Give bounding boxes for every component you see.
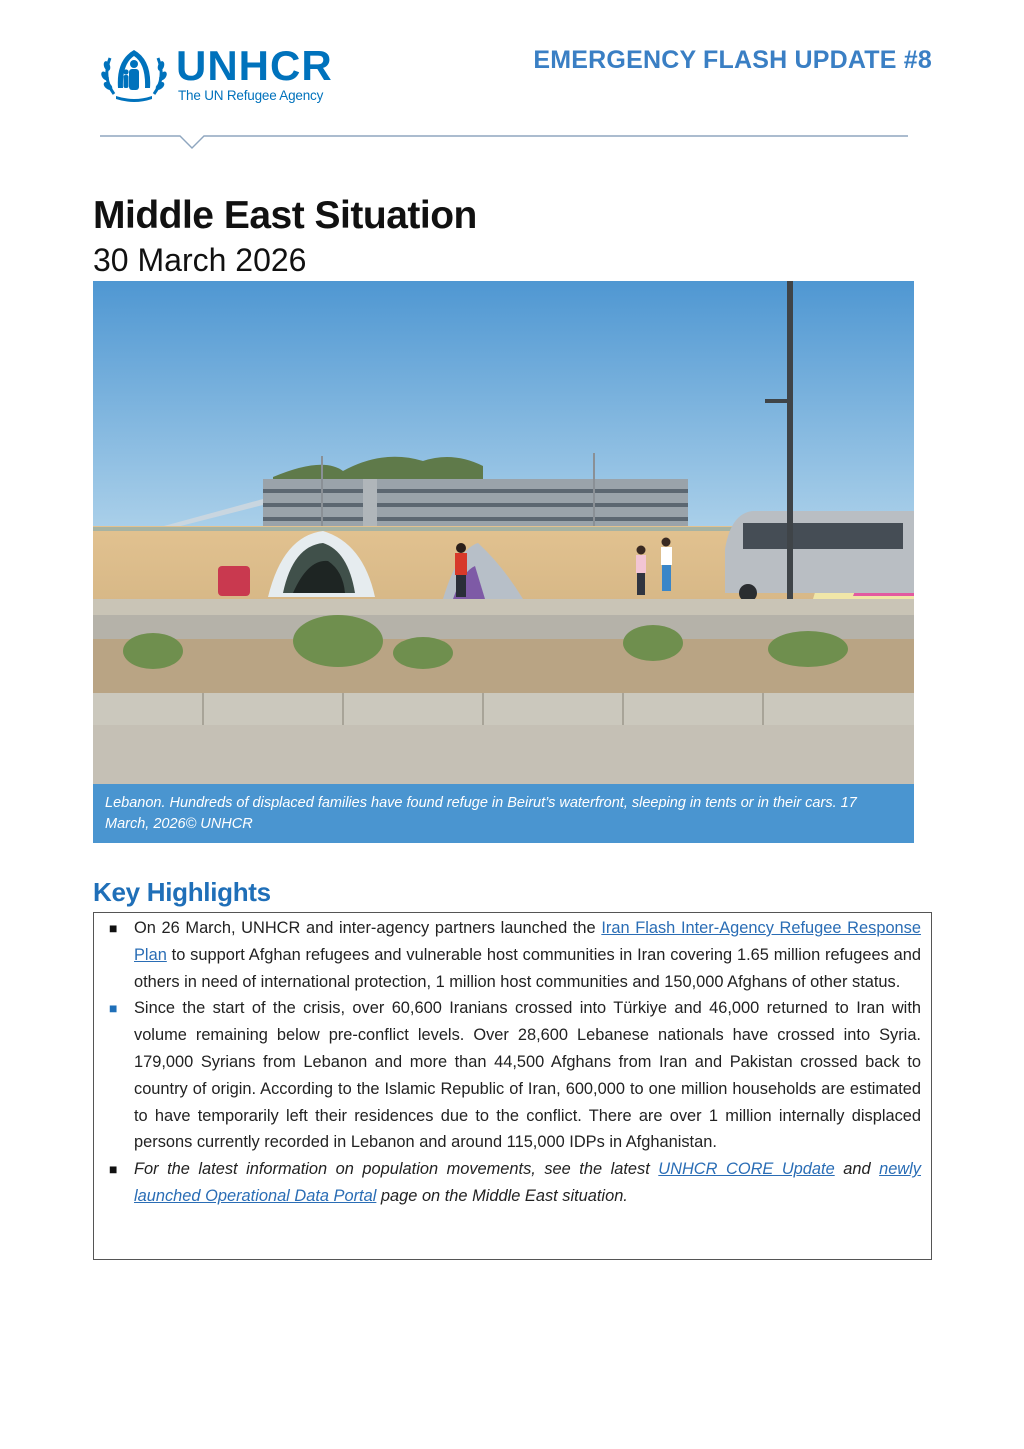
highlight-text: On 26 March, UNHCR and inter-agency partners launched the xyxy=(134,919,602,937)
logo-name: UNHCR xyxy=(176,42,333,89)
key-highlights-box xyxy=(93,912,932,1260)
photo-caption: Lebanon. Hundreds of displaced families have found refuge in Beirut’s waterfront, sleeping in tents or in their cars. 17 March, 2026© UNHCR xyxy=(93,784,914,843)
key-highlights-heading: Key Highlights xyxy=(93,877,271,907)
bullet-icon: ■ xyxy=(109,920,118,936)
page-title: Middle East Situation xyxy=(93,194,477,237)
bullet-icon: ■ xyxy=(109,1000,118,1017)
operational-data-portal-link[interactable]: newly launched Operational Data Portal xyxy=(134,1160,921,1205)
unhcr-core-update-link[interactable]: UNHCR CORE Update xyxy=(658,1160,835,1179)
bullet-icon: ■ xyxy=(109,1161,118,1178)
logo-tagline: The UN Refugee Agency xyxy=(178,88,324,103)
cover-photo xyxy=(93,281,914,784)
unhcr-emblem-icon xyxy=(100,44,168,104)
header-divider xyxy=(100,135,908,151)
highlight-item xyxy=(104,995,921,1156)
iran-response-plan-link[interactable]: Iran Flash Inter-Agency Refugee Response Plan xyxy=(134,919,921,964)
highlight-item xyxy=(104,915,921,995)
highlight-text: page on the Middle East situation. xyxy=(376,1186,628,1205)
highlight-text: to support Afghan refugees and vulnerable host communities in Iran covering 1.65 million refugees and others in need of international protection, 1 million host communities and 150,000 Afghans of other status. xyxy=(134,945,921,991)
van xyxy=(725,511,914,602)
highlight-item xyxy=(104,1156,921,1210)
flash-update-title: EMERGENCY FLASH UPDATE #8 xyxy=(533,46,932,74)
highlight-text: and xyxy=(834,1160,880,1179)
unhcr-logo xyxy=(100,42,350,108)
cover-photo-illustration xyxy=(93,281,914,784)
report-date: 30 March 2026 xyxy=(93,242,307,278)
key-highlights-list xyxy=(104,915,921,1210)
highlight-text: For the latest information on population movements, see the latest xyxy=(134,1160,659,1179)
highlight-text: Since the start of the crisis, over 60,600 Iranians crossed into Türkiye and 46,000 returned to Iran with volume remaining below pre-conflict levels. Over 28,600 Lebanese nationals have crossed into Syria. 179,000 Syrians from Lebanon and more than 44,500 Afghans from Iran and Pakistan crossed back to country of origin. According to the Islamic Republic of Iran, 600,000 to one million households are estimated to have temporarily left their residences due to the conflict. There are over 1 million internally displaced persons currently recorded in Lebanon and around 115,000 IDPs in Afghanistan. xyxy=(134,999,921,1152)
